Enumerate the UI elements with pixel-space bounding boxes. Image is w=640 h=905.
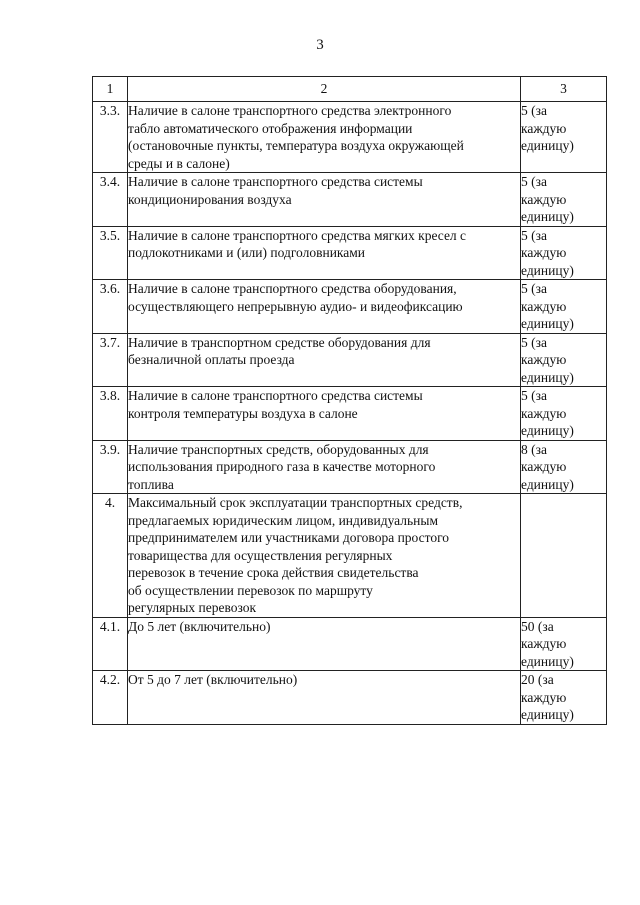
score-line: каждую [521,689,567,705]
table-row [93,226,607,280]
description-line: подлокотниками и (или) подголовниками [128,245,366,260]
table-row [93,173,607,227]
description-line: перевозок в течение срока действия свидетельства [128,565,419,580]
table-row [93,440,607,494]
description-line: До 5 лет (включительно) [128,618,271,634]
description-line: предпринимателем или участниками договора простого [128,530,450,545]
description-line: осуществляющего непрерывную аудио- и видеофиксацию [128,298,463,314]
score-line: каждую [521,298,567,314]
description-line: Наличие в салоне транспортного средства системы [128,174,423,189]
table-row [93,280,607,334]
description-line: предлагаемых юридическим лицом, индивидуальным [128,512,439,528]
table-row [93,671,607,725]
description-line: топлива [128,476,174,492]
row-score [521,617,607,671]
row-number: 3.7. [93,333,128,387]
score-line: каждую [521,191,567,207]
row-score [521,333,607,387]
row-number: 3.4. [93,173,128,227]
description-line: Наличие в салоне транспортного средства электронного [128,103,452,118]
row-number: 3.6. [93,280,128,334]
score-line: единицу) [521,476,574,492]
score-line: каждую [521,459,567,474]
score-line: единицу) [521,138,574,153]
description-line: (остановочные пункты, температура воздуха окружающей [128,138,464,153]
table-header-row [93,77,607,102]
description-line: контроля температуры воздуха в салоне [128,405,358,421]
score-line: каждую [521,405,567,421]
table-row [93,333,607,387]
criteria-table [92,76,607,725]
score-line: единицу) [521,262,574,278]
row-score [521,102,607,173]
row-number: 4.1. [93,617,128,671]
row-number: 3.5. [93,226,128,280]
table-row [93,617,607,671]
row-score [521,387,607,441]
table-row [93,494,607,618]
row-score [521,226,607,280]
description-line: Наличие транспортных средств, оборудованных для [128,441,429,457]
score-line: единицу) [521,316,574,331]
score-line: 5 (за [521,388,547,403]
row-description [128,333,521,387]
row-description [128,226,521,280]
score-line: единицу) [521,653,574,669]
row-number: 4.2. [93,671,128,725]
score-line: 5 (за [521,334,547,350]
row-number: 3.8. [93,387,128,441]
row-number: 3.3. [93,102,128,173]
row-score [521,173,607,227]
header-cell-1: 1 [93,77,128,102]
description-line: безналичной оплаты проезда [128,352,295,367]
table-row [93,387,607,441]
score-line: единицу) [521,707,574,722]
score-line: единицу) [521,423,574,438]
score-line: 5 (за [521,227,547,243]
description-line: От 5 до 7 лет (включительно) [128,672,298,687]
score-line: каждую [521,245,567,260]
description-line: Максимальный срок эксплуатации транспортных средств, [128,495,463,510]
description-line: Наличие в салоне транспортного средства мягких кресел с [128,227,467,243]
score-line: 5 (за [521,103,547,118]
header-cell-3: 3 [521,77,607,102]
score-line: 5 (за [521,174,547,189]
row-score [521,494,607,618]
page-number: 3 [316,37,324,53]
description-line: табло автоматического отображения информации [128,120,413,136]
score-line: каждую [521,352,567,367]
row-score [521,671,607,725]
description-line: Наличие в транспортном средстве оборудования для [128,334,431,350]
row-score [521,440,607,494]
score-line: 50 (за [521,618,554,634]
score-line: каждую [521,636,567,651]
description-line: товарищества для осуществления регулярных [128,547,393,563]
row-description [128,387,521,441]
header-cell-2: 2 [128,77,521,102]
description-line: Наличие в салоне транспортного средства системы [128,388,423,403]
row-description [128,671,521,725]
row-number: 4. [93,494,128,618]
row-description [128,617,521,671]
table-body [93,77,607,725]
description-line: использования природного газа в качестве моторного [128,459,436,474]
row-number: 3.9. [93,440,128,494]
score-line: 8 (за [521,441,547,457]
row-description [128,494,521,618]
row-description [128,173,521,227]
score-line: единицу) [521,209,574,224]
score-line: 20 (за [521,672,554,687]
row-description [128,440,521,494]
description-line: кондиционирования воздуха [128,191,292,207]
row-score [521,280,607,334]
score-line: каждую [521,120,567,136]
table-row [93,102,607,173]
row-description [128,280,521,334]
description-line: регулярных перевозок [128,600,257,615]
row-description [128,102,521,173]
description-line: Наличие в салоне транспортного средства оборудования, [128,281,457,296]
description-line: среды и в салоне) [128,155,230,171]
score-line: единицу) [521,369,574,385]
score-line: 5 (за [521,281,547,296]
description-line: об осуществлении перевозок по маршруту [128,582,373,598]
